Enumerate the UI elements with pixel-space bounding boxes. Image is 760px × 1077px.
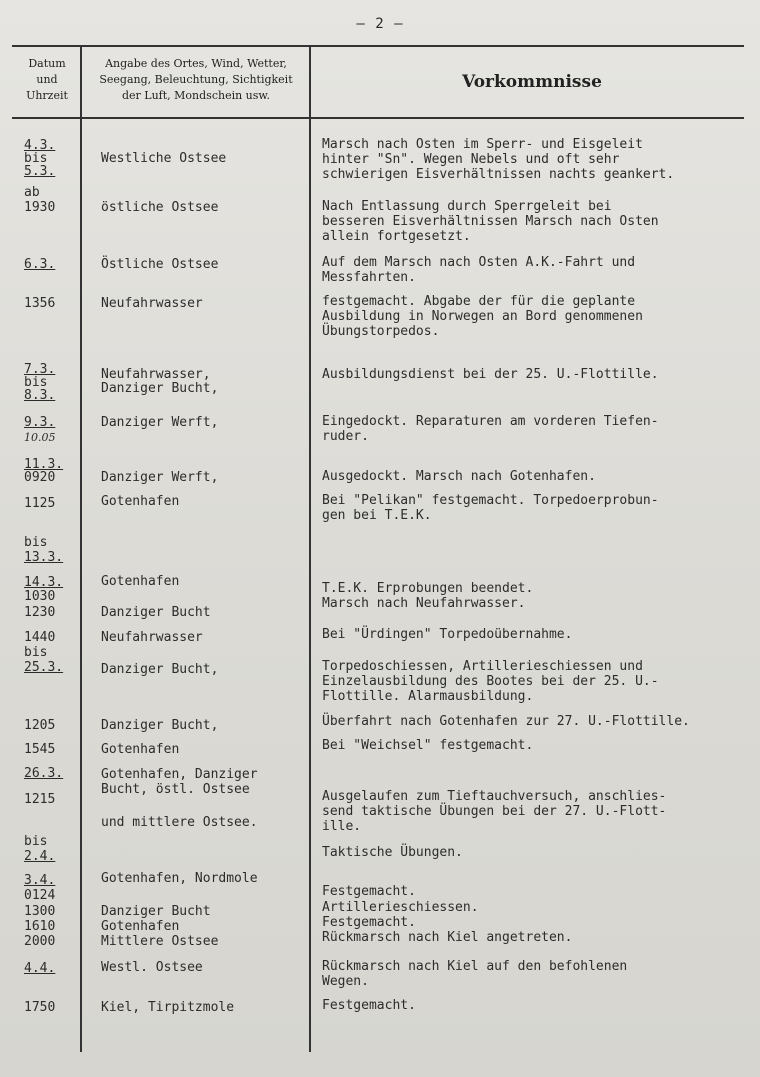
header-date-time: Datum und Uhrzeit [26,57,68,102]
entry-event: Auf dem Marsch nach Osten A.K.-Fahrt und [322,255,636,270]
entry-location: Danziger Bucht, [101,381,219,396]
entry-date-time: 0124 [24,888,56,903]
entry-location: Kiel, Tirpitzmole [101,1000,235,1015]
entry-event: Rückmarsch nach Kiel auf den befohlenen [322,959,628,974]
entry-event: Festgemacht. [322,915,416,930]
entry-event: Überfahrt nach Gotenhafen zur 27. U.-Flottille. [322,714,690,729]
entry-event: Rückmarsch nach Kiel angetreten. [322,930,573,945]
entry-event: Ausbildungsdienst bei der 25. U.-Flottille. [322,367,659,382]
entry-event: Einzelausbildung des Bootes bei der 25. U.- [322,674,659,689]
entry-location: Neufahrwasser [101,296,203,311]
header-location-weather: Angabe des Ortes, Wind, Wetter, Seegang, Beleuchtung, Sichtigkeit der Luft, Mondschein usw. [99,57,293,102]
entry-event: Marsch nach Osten im Sperr- und Eisgeleit [322,137,643,152]
entry-date-time: bis [24,151,48,166]
entry-event: Marsch nach Neufahrwasser. [322,596,526,611]
entry-location: Gotenhafen [101,742,180,757]
entry-date-time: 1356 [24,296,56,311]
entry-location: Neufahrwasser, [101,367,211,382]
entry-event: Ausbildung in Norwegen an Bord genommenen [322,309,643,324]
entry-event: festgemacht. Abgabe der für die geplante [322,294,636,309]
entry-event: schwierigen Eisverhältnissen nachts geankert. [322,167,675,182]
entry-location: Gotenhafen [101,494,180,509]
entry-event: Bei "Ürdingen" Torpedoübernahme. [322,627,573,642]
entry-event: ruder. [322,429,369,444]
entry-location: Danziger Bucht [101,605,211,620]
entry-event: besseren Eisverhältnissen Marsch nach Osten [322,214,659,229]
entry-event: ille. [322,819,362,834]
entry-event: T.E.K. Erprobungen beendet. [322,581,534,596]
entry-event: allein fortgesetzt. [322,229,471,244]
entry-event: Übungstorpedos. [322,324,440,339]
entry-date-time: 1930 [24,200,56,215]
entry-location: Gotenhafen [101,919,180,934]
entry-event: Festgemacht. [322,884,416,899]
entry-date-time: 7.3. [24,362,56,377]
entry-event: hinter "Sn". Wegen Nebels und oft sehr [322,152,620,167]
entry-date-time: 1300 [24,904,56,919]
entry-location: Westliche Ostsee [101,151,227,166]
entry-date-time: 2000 [24,934,56,949]
entry-date-time: 14.3. [24,575,64,590]
entry-event: Flottille. Alarmausbildung. [322,689,534,704]
entry-date-time: 0920 [24,470,56,485]
entry-event: Festgemacht. [322,998,416,1013]
entry-date-time: 3.4. [24,873,56,888]
entry-event: Eingedockt. Reparaturen am vorderen Tiefen- [322,414,659,429]
entry-date-time: 1030 [24,589,56,604]
entry-date-time: bis [24,375,48,390]
entry-date-time: 5.3. [24,164,56,179]
entry-event: gen bei T.E.K. [322,508,432,523]
entry-date-time: 4.3. [24,138,56,153]
entry-date-time: 1205 [24,718,56,733]
entry-date-time: 8.3. [24,388,56,403]
entry-location: Westl. Ostsee [101,960,203,975]
column-divider-2 [309,47,311,1052]
entry-location: Danziger Bucht [101,904,211,919]
entry-event: Bei "Weichsel" festgemacht. [322,738,534,753]
entry-date-time: 1215 [24,792,56,807]
entry-event: Ausgelaufen zum Tieftauchversuch, anschlies- [322,789,667,804]
entry-date-time: 10.05 [24,431,56,444]
header-events: Vorkommnisse [462,72,602,92]
entry-date-time: 13.3. [24,550,64,565]
entry-date-time: bis [24,535,48,550]
entry-location: Neufahrwasser [101,630,203,645]
entry-event: Messfahrten. [322,270,416,285]
entry-location: Danziger Bucht, [101,662,219,677]
entry-event: Nach Entlassung durch Sperrgeleit bei [322,199,612,214]
entry-date-time: 1545 [24,742,56,757]
entry-event: Taktische Übungen. [322,845,463,860]
entry-date-time: 1230 [24,605,56,620]
entry-date-time: 1610 [24,919,56,934]
entry-event: send taktische Übungen bei der 27. U.-Flott- [322,804,667,819]
header-top-rule [12,45,744,47]
entry-event: Bei "Pelikan" festgemacht. Torpedoerprobun- [322,493,659,508]
entry-date-time: 2.4. [24,849,56,864]
entry-location: Bucht, östl. Ostsee [101,782,250,797]
entry-date-time: 4.4. [24,961,56,976]
column-divider-1 [80,47,82,1052]
entry-event: Torpedoschiessen, Artillerieschiessen und [322,659,643,674]
page-number: – 2 – [356,16,404,32]
entry-date-time: 1125 [24,496,56,511]
entry-date-time: 9.3. [24,415,56,430]
entry-event: Ausgedockt. Marsch nach Gotenhafen. [322,469,596,484]
entry-date-time: ab [24,185,40,200]
entry-location: Östliche Ostsee [101,257,219,272]
entry-location: Gotenhafen, Danziger [101,767,258,782]
entry-date-time: bis [24,645,48,660]
entry-date-time: bis [24,834,48,849]
entry-location: Gotenhafen [101,574,180,589]
header-bottom-rule [12,117,744,119]
entry-location: Danziger Werft, [101,470,219,485]
entry-event: Artillerieschiessen. [322,900,479,915]
entry-date-time: 6.3. [24,257,56,272]
entry-location: Mittlere Ostsee [101,934,219,949]
entry-date-time: 11.3. [24,457,64,472]
entry-date-time: 25.3. [24,660,64,675]
entry-date-time: 1440 [24,630,56,645]
entry-location: Gotenhafen, Nordmole [101,871,258,886]
entry-location: östliche Ostsee [101,200,219,215]
entry-location: Danziger Werft, [101,415,219,430]
entry-date-time: 1750 [24,1000,56,1015]
entry-location: und mittlere Ostsee. [101,815,258,830]
entry-event: Wegen. [322,974,369,989]
entry-location: Danziger Bucht, [101,718,219,733]
entry-date-time: 26.3. [24,766,64,781]
